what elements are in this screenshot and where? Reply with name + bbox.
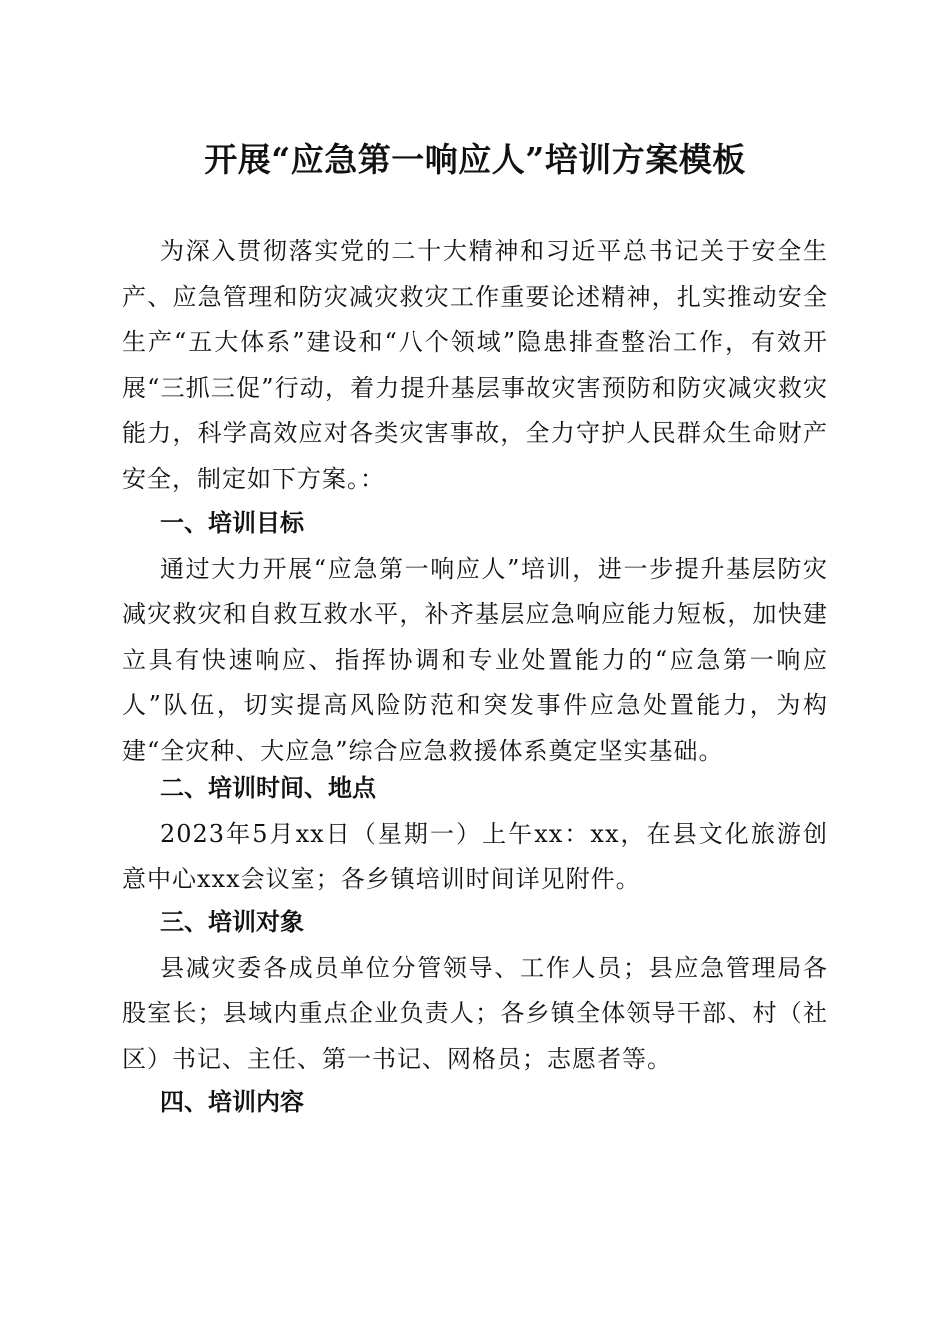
intro-paragraph: 为深入贯彻落实党的二十大精神和习近平总书记关于安全生产、应急管理和防灾减灾救灾工作重要论述精神，扎实推动安全生产“五大体系”建设和“八个领域”隐患排查整治工作，有效开展“三抓三促”行动，着力提升基层事故灾害预防和防灾减灾救灾能力，科学高效应对各类灾害事故，全力守护人民群众生命财产安全，制定如下方案。： bbox=[122, 237, 828, 493]
section-goals bbox=[122, 501, 828, 775]
section-time-place bbox=[122, 766, 828, 903]
section-body: 县减灾委各成员单位分管领导、工作人员；县应急管理局各股室长；县域内重点企业负责人；各乡镇全体领导干部、村（社区）书记、主任、第一书记、网格员；志愿者等。 bbox=[122, 953, 828, 1073]
section-heading: 一、培训目标 bbox=[160, 509, 304, 537]
section-heading: 二、培训时间、地点 bbox=[160, 774, 376, 802]
section-audience bbox=[122, 900, 828, 1082]
section-content bbox=[122, 1080, 828, 1126]
document-title: 开展“应急第一响应人”培训方案模板 bbox=[204, 140, 746, 179]
intro-section bbox=[122, 229, 828, 503]
section-heading: 三、培训对象 bbox=[160, 908, 304, 936]
section-body: 通过大力开展“应急第一响应人”培训，进一步提升基层防灾减灾救灾和自救互救水平，补齐基层应急响应能力短板，加快建立具有快速响应、指挥协调和专业处置能力的“应急第一响应人”队伍，切实提高风险防范和突发事件应急处置能力，为构建“全灾种、大应急”综合应急救援体系奠定坚实基础。 bbox=[122, 554, 828, 765]
section-body: 2023年5月xx日（星期一）上午xx：xx，在县文化旅游创意中心xxx会议室；各乡镇培训时间详见附件。 bbox=[122, 819, 828, 894]
section-heading: 四、培训内容 bbox=[160, 1088, 304, 1116]
